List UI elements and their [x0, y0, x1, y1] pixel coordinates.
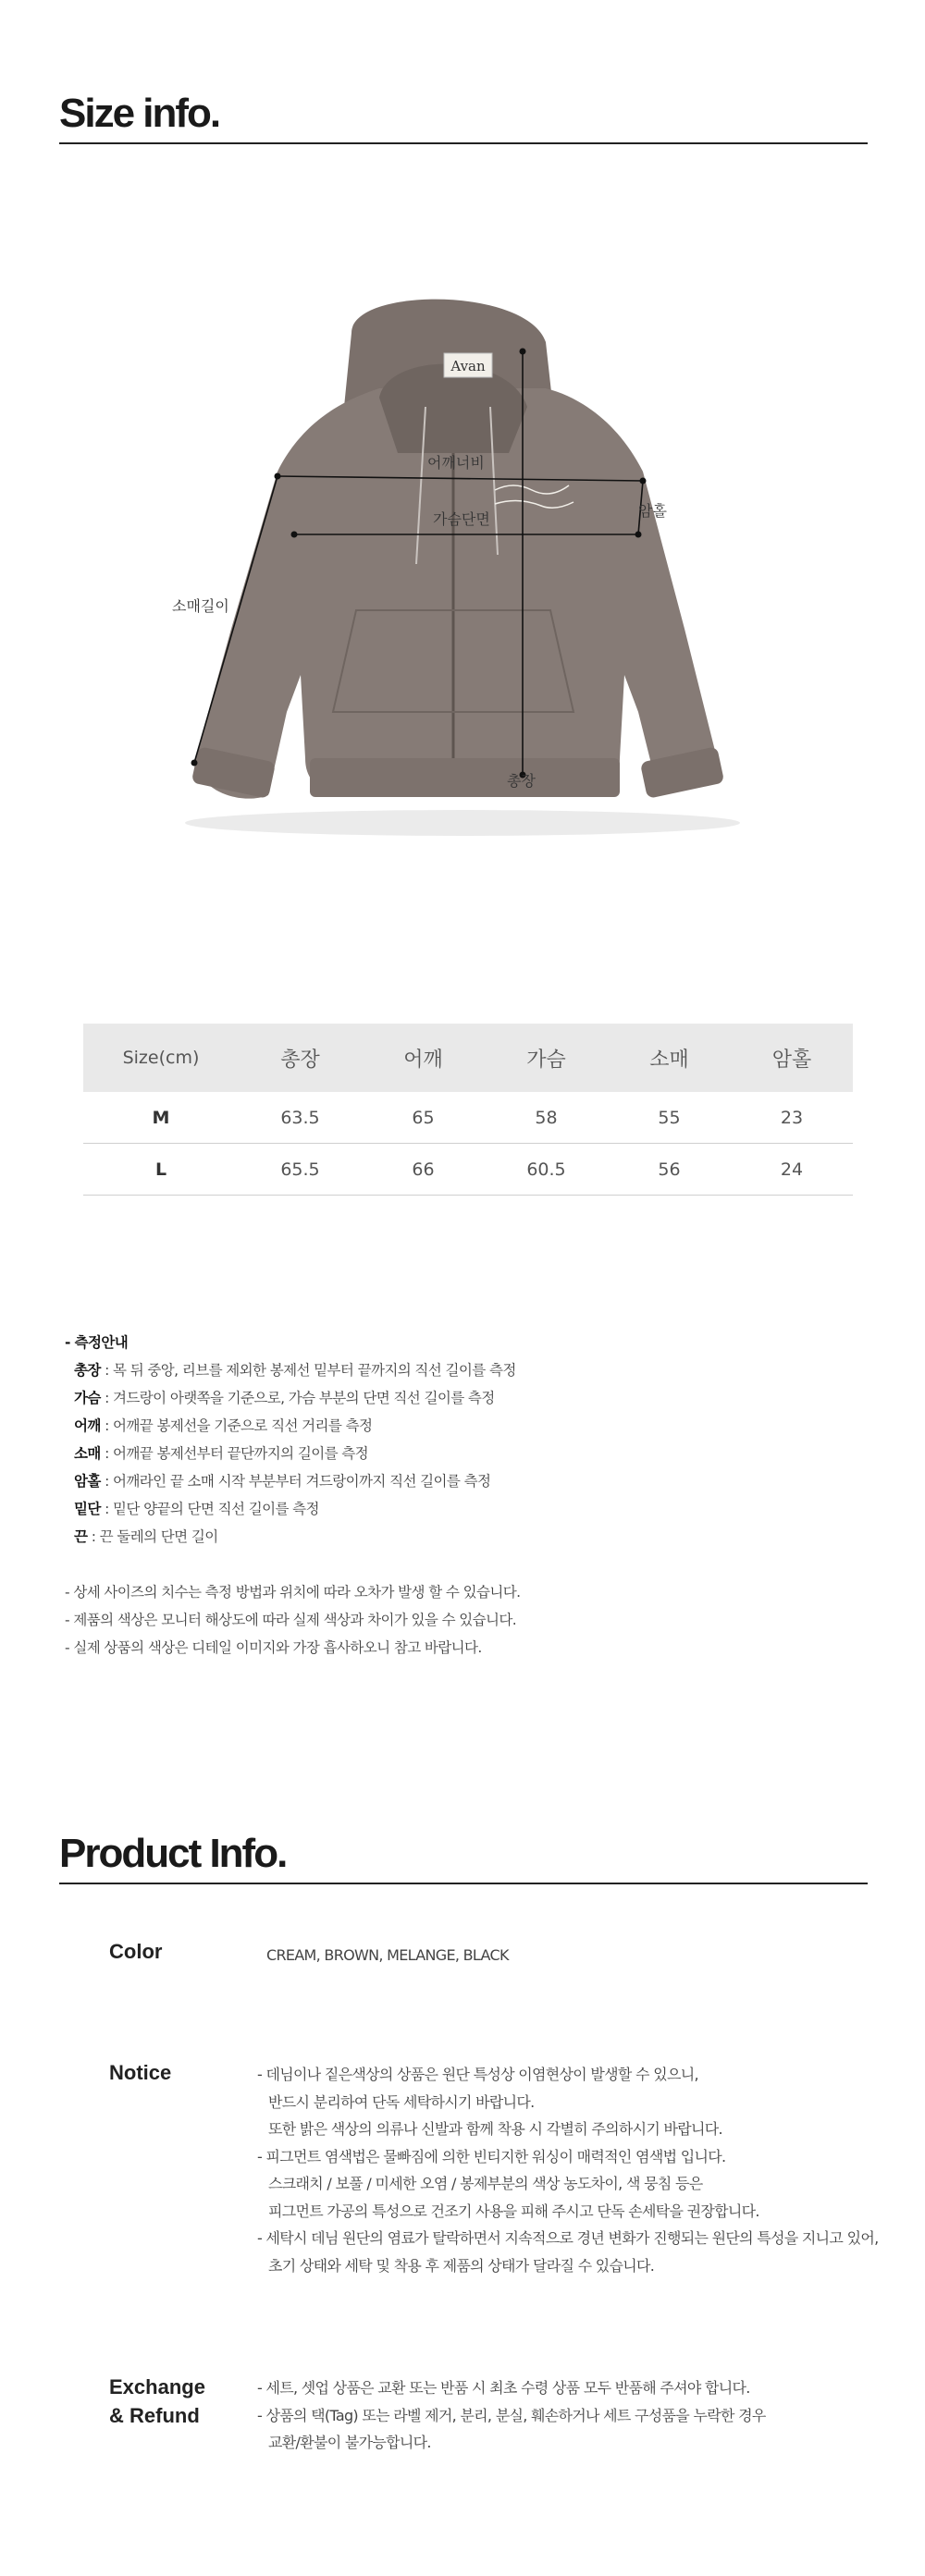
- notice-line: - 피그먼트 염색법은 물빠짐에 의한 빈티지한 워싱이 매력적인 염색법 입니다.: [257, 2147, 726, 2165]
- notice-line: 반드시 분리하여 단독 세탁하시기 바랍니다.: [268, 2092, 535, 2111]
- col-header-chest: 가슴: [485, 1024, 608, 1092]
- table-cell: 23: [731, 1092, 853, 1144]
- notice-line: 초기 상태와 세탁 및 착용 후 제품의 상태가 달라질 수 있습니다.: [268, 2256, 655, 2275]
- guide-item: 밑단 : 밑단 양끝의 단면 직선 길이를 측정: [74, 1501, 319, 1517]
- guide-item: 가슴 : 겨드랑이 아랫쪽을 기준으로, 가슴 부분의 단면 직선 길이를 측정: [74, 1390, 495, 1406]
- table-cell: 60.5: [485, 1144, 608, 1196]
- notice-line: 스크래치 / 보풀 / 미세한 오염 / 봉제부분의 색상 농도차이, 색 뭉침 등은: [268, 2175, 703, 2192]
- dim-label-sleeve: 소매길이: [172, 597, 229, 615]
- col-header-size: Size(cm): [83, 1024, 239, 1092]
- table-cell: 24: [731, 1144, 853, 1196]
- guide-item: 총장 : 목 뒤 중앙, 리브를 제외한 봉제선 밑부터 끝까지의 직선 길이를 측정: [74, 1362, 516, 1379]
- table-cell: 65.5: [239, 1144, 362, 1196]
- guide-item: 소매 : 어깨끝 봉제선부터 끝단까지의 길이를 측정: [74, 1445, 369, 1462]
- hoodie-diagram: [139, 277, 786, 851]
- col-header-armhole: 암홀: [731, 1024, 853, 1092]
- table-row: [83, 1092, 853, 1144]
- exchange-text: [257, 2374, 905, 2457]
- hoodie-illustration: [139, 277, 786, 851]
- size-table: [83, 1024, 853, 1196]
- table-cell: 56: [608, 1144, 731, 1196]
- notice-line: 또한 밝은 색상의 의류나 신발과 함께 착용 시 각별히 주의하시기 바랍니다.: [268, 2120, 722, 2138]
- guide-item: 어깨 : 어깨끝 봉제선을 기준으로 직선 거리를 측정: [74, 1417, 373, 1434]
- dim-label-shoulder: 어깨너비: [427, 454, 485, 472]
- product-info-title: Product Info.: [59, 1831, 287, 1876]
- exchange-line: - 상품의 택(Tag) 또는 라벨 제거, 분리, 분실, 훼손하거나 세트 구성품을 누락한 경우: [257, 2406, 766, 2424]
- table-cell: 55: [608, 1092, 731, 1144]
- table-cell: 65: [362, 1092, 485, 1144]
- product-info-rule: [59, 1883, 868, 1884]
- color-label: Color: [109, 1940, 163, 1963]
- dim-label-chest: 가슴단면: [433, 510, 490, 528]
- color-value: CREAM, BROWN, MELANGE, BLACK: [266, 1946, 509, 1964]
- exchange-line: 교환/환불이 불가능합니다.: [268, 2434, 431, 2451]
- measurement-guide: [65, 1329, 860, 1662]
- dim-label-armhole: 암홀: [638, 502, 667, 520]
- table-cell: 63.5: [239, 1092, 362, 1144]
- col-header-sleeve: 소매: [608, 1024, 731, 1092]
- guide-title: - 측정안내: [65, 1334, 129, 1351]
- notice-line: 피그먼트 가공의 특성으로 건조기 사용을 피해 주시고 단독 손세탁을 권장합니다.: [268, 2202, 759, 2220]
- notice-line: - 세탁시 데님 원단의 염료가 탈락하면서 지속적으로 경년 변화가 진행되는 원단의 특성을 지니고 있어,: [257, 2229, 879, 2247]
- guide-item: 암홀 : 어깨라인 끝 소매 시작 부분부터 겨드랑이까지 직선 길이를 측정: [74, 1473, 491, 1490]
- size-table-header: [83, 1024, 853, 1092]
- col-header-length: 총장: [239, 1024, 362, 1092]
- dim-label-length: 총장: [507, 772, 536, 790]
- notice-label: Notice: [109, 2061, 172, 2084]
- exchange-label: Exchange: [109, 2375, 205, 2398]
- guide-note: - 상세 사이즈의 치수는 측정 방법과 위치에 따라 오차가 발생 할 수 있습니다.: [65, 1584, 521, 1601]
- table-cell: 58: [485, 1092, 608, 1144]
- guide-note: - 제품의 색상은 모니터 해상도에 따라 실제 색상과 차이가 있을 수 있습니다.: [65, 1612, 517, 1628]
- col-header-shoulder: 어깨: [362, 1024, 485, 1092]
- guide-note: - 실제 상품의 색상은 디테일 이미지와 가장 흡사하오니 참고 바랍니다.: [65, 1639, 482, 1656]
- row-size-label: L: [83, 1144, 239, 1196]
- brand-tag-text: Avan: [450, 358, 486, 374]
- notice-line: - 데님이나 짙은색상의 상품은 원단 특성상 이염현상이 발생할 수 있으니,: [257, 2066, 698, 2083]
- table-cell: 66: [362, 1144, 485, 1196]
- size-info-rule: [59, 142, 868, 144]
- exchange-line: - 세트, 셋업 상품은 교환 또는 반품 시 최초 수령 상품 모두 반품해 주셔야 합니다.: [257, 2379, 750, 2397]
- table-row: [83, 1144, 853, 1196]
- size-info-title: Size info.: [59, 91, 220, 136]
- notice-text: [257, 2061, 905, 2279]
- row-size-label: M: [83, 1092, 239, 1144]
- exchange-refund-label: [109, 2373, 205, 2430]
- refund-label: & Refund: [109, 2404, 200, 2427]
- guide-item: 끈 : 끈 둘레의 단면 길이: [74, 1528, 218, 1545]
